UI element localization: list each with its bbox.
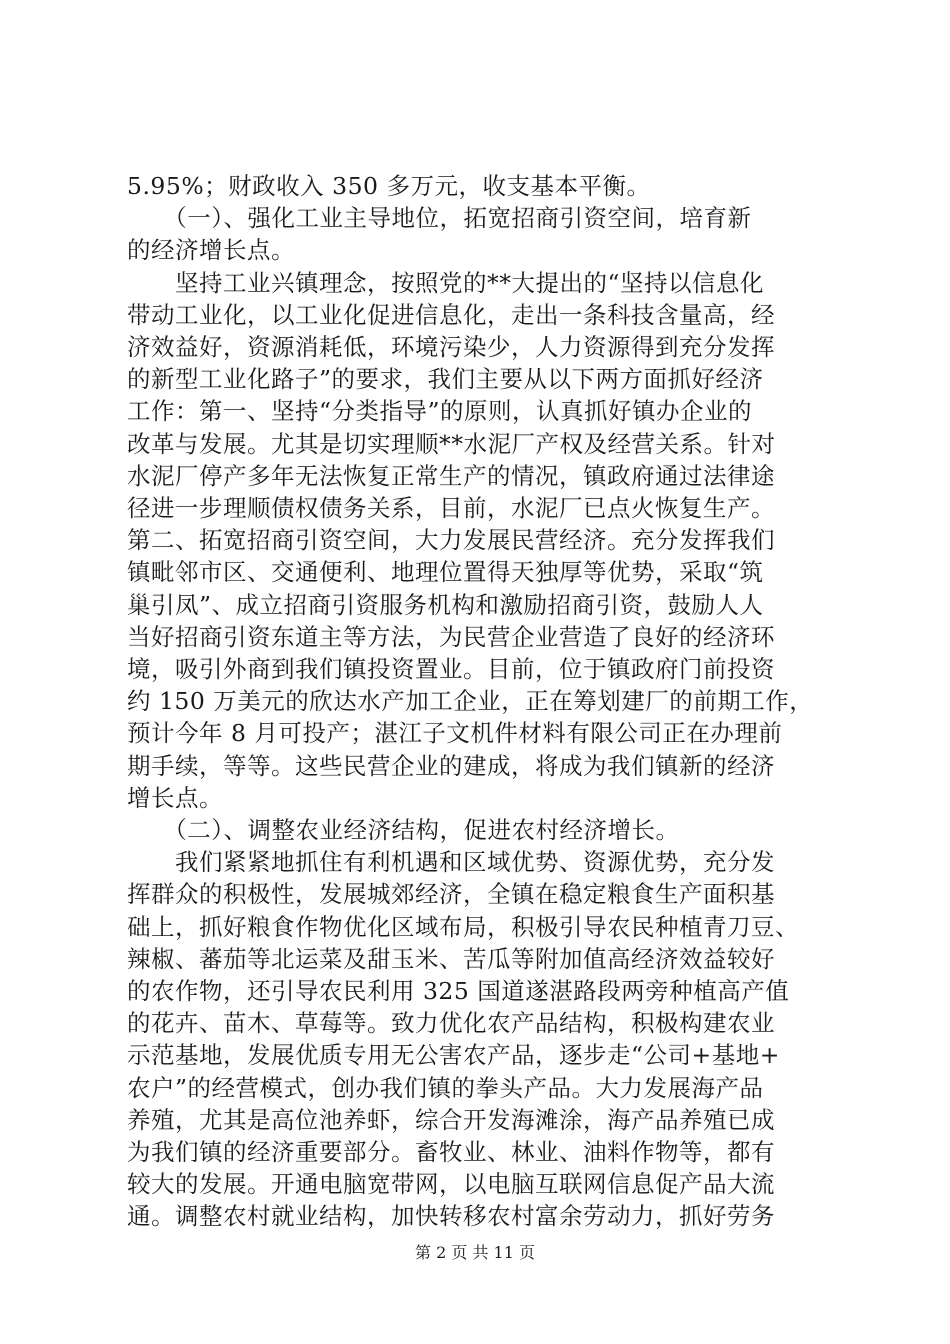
text-line: 预计今年 8 月可投产；湛江子文机件材料有限公司正在办理前 bbox=[127, 719, 783, 748]
text-line: 5.95%；财政收入 350 多万元，收支基本平衡。 bbox=[127, 172, 651, 200]
text-line: 水泥厂停产多年无法恢复正常生产的情况，镇政府通过法律途 bbox=[127, 461, 775, 490]
text-line: 挥群众的积极性，发展城郊经济，全镇在稳定粮食生产面积基 bbox=[127, 880, 775, 909]
text-line: 坚持工业兴镇理念，按照党的**大提出的“坚持以信息化 bbox=[127, 268, 765, 297]
text-line: 约 150 万美元的欣达水产加工企业，正在筹划建厂的前期工作， bbox=[127, 687, 814, 716]
text-line: 较大的发展。开通电脑宽带网，以电脑互联网信息促产品大流 bbox=[127, 1170, 775, 1199]
text-line: 的经济增长点。 bbox=[127, 236, 295, 265]
text-line: 济效益好，资源消耗低，环境污染少，人力资源得到充分发挥 bbox=[127, 333, 775, 361]
text-line: 农户”的经营模式，创办我们镇的拳头产品。大力发展海产品 bbox=[127, 1073, 764, 1102]
text-line: 辣椒、蕃茄等北运菜及甜玉米、苦瓜等附加值高经济效益较好 bbox=[127, 944, 775, 973]
text-line: 的农作物，还引导农民利用 325 国道遂湛路段两旁种植高产值 bbox=[127, 977, 790, 1005]
text-line: 工作：第一、坚持“分类指导”的原则，认真抓好镇办企业的 bbox=[127, 397, 753, 426]
text-line: 础上，抓好粮食作物优化区域布局，积极引导农民种植青刀豆、 bbox=[127, 912, 799, 941]
text-line: 期手续，等等。这些民营企业的建成，将成为我们镇新的经济 bbox=[127, 751, 775, 780]
text-line: 增长点。 bbox=[127, 783, 223, 812]
text-line: 的新型工业化路子”的要求，我们主要从以下两方面抓好经济 bbox=[127, 365, 764, 394]
text-line: 镇毗邻市区、交通便利、地理位置得天独厚等优势，采取“筑 bbox=[127, 558, 764, 587]
text-line: （一）、强化工业主导地位，拓宽招商引资空间，培育新 bbox=[127, 204, 752, 233]
text-line: 为我们镇的经济重要部分。畜牧业、林业、油料作物等，都有 bbox=[127, 1138, 775, 1166]
text-line: 示范基地，发展优质专用无公害农产品，逐步走“公司+基地+ bbox=[127, 1041, 780, 1070]
text-line: 通。调整农村就业结构，加快转移农村富余劳动力，抓好劳务 bbox=[127, 1202, 775, 1231]
text-line: 巢引凤”、成立招商引资服务机构和激励招商引资，鼓励人人 bbox=[127, 590, 764, 619]
text-line: 养殖，尤其是高位池养虾，综合开发海滩涂，海产品养殖已成 bbox=[127, 1105, 775, 1134]
text-line: 第二、拓宽招商引资空间，大力发展民营经济。充分发挥我们 bbox=[127, 526, 775, 555]
text-line: 改革与发展。尤其是切实理顺**水泥厂产权及经营关系。针对 bbox=[127, 429, 776, 458]
text-line: （二）、调整农业经济结构，促进农村经济增长。 bbox=[127, 816, 680, 844]
text-line: 境，吸引外商到我们镇投资置业。目前，位于镇政府门前投资 bbox=[127, 655, 775, 683]
text-line: 当好招商引资东道主等方法，为民营企业营造了良好的经济环 bbox=[127, 622, 775, 651]
text-line: 我们紧紧地抓住有利机遇和区域优势、资源优势，充分发 bbox=[127, 848, 775, 877]
text-line: 的花卉、苗木、草莓等。致力优化农产品结构，积极构建农业 bbox=[127, 1009, 775, 1038]
text-line: 带动工业化，以工业化促进信息化，走出一条科技含量高，经 bbox=[127, 300, 775, 329]
text-line: 径进一步理顺债权债务关系，目前，水泥厂已点火恢复生产。 bbox=[127, 494, 775, 522]
page-footer: 第 2 页 共 11 页 bbox=[415, 1243, 535, 1262]
